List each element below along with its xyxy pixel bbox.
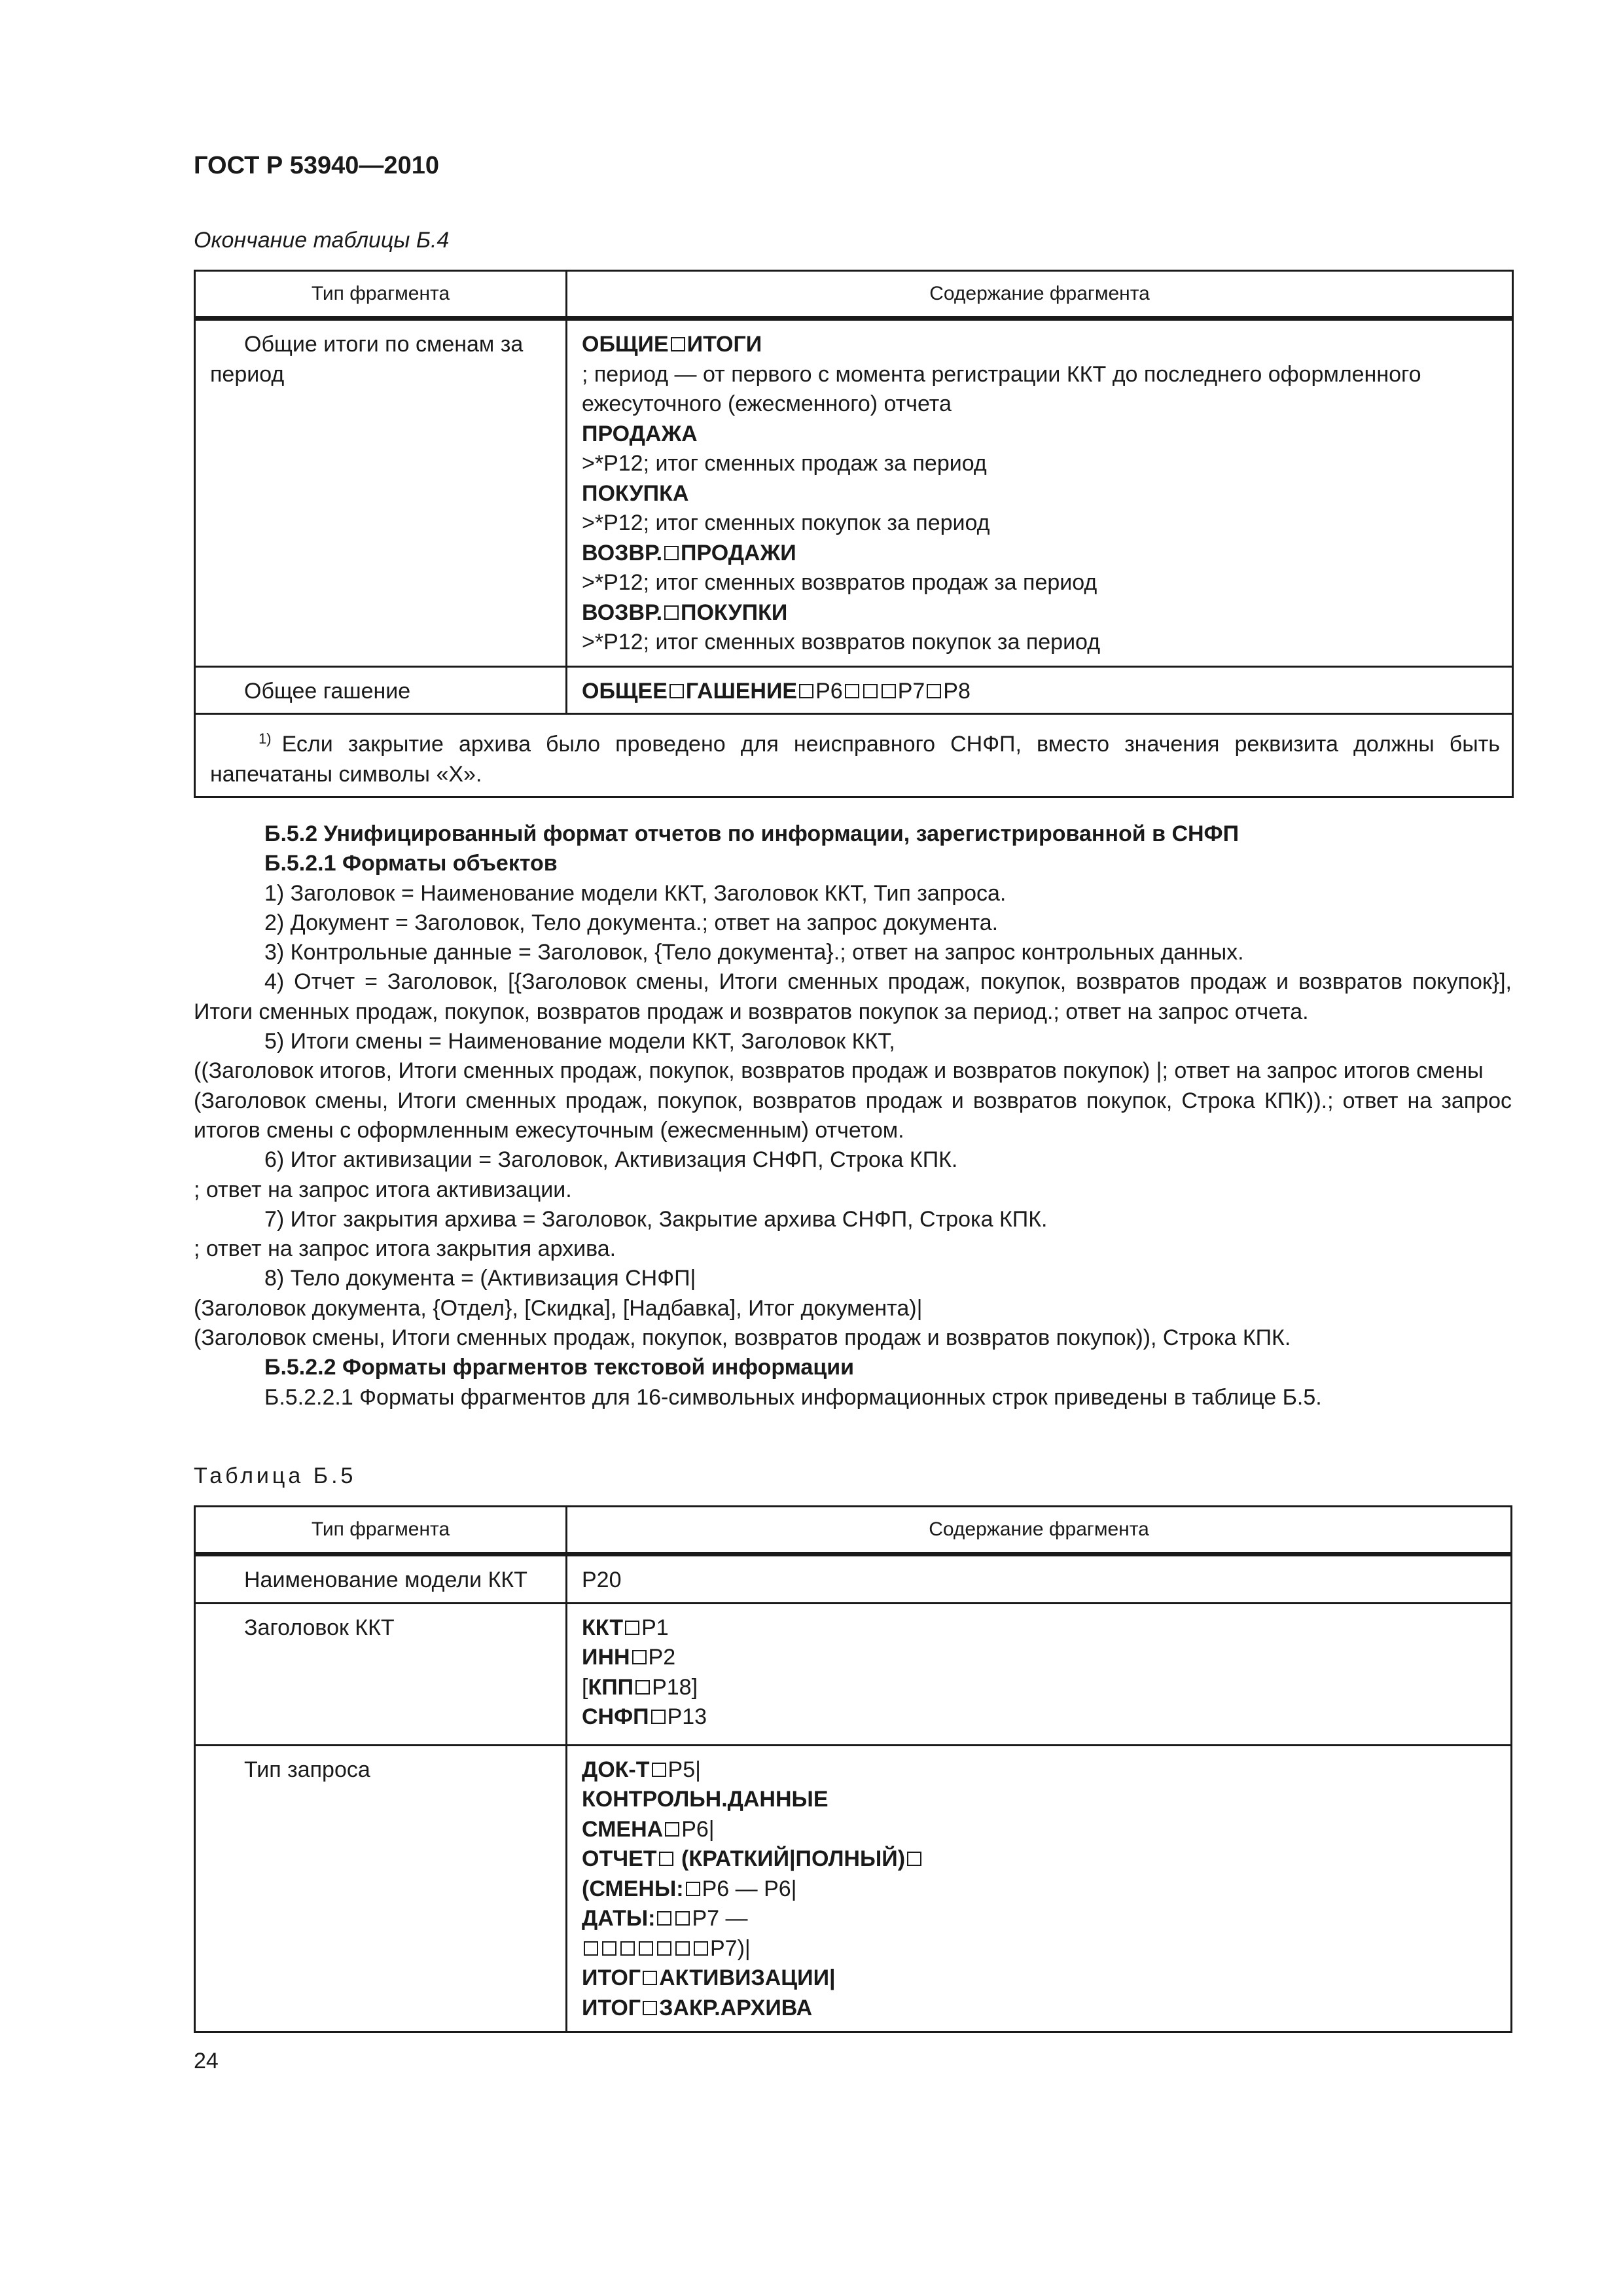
paragraph: 8) Тело документа = (Активизация СНФП| [264,1266,696,1291]
placeholder-square [632,1650,647,1664]
placeholder-square [659,1852,673,1866]
placeholder-square [669,684,684,698]
table-b4-col-content: Содержание фрагмента [567,271,1513,319]
section-b-5-2 [194,819,1512,1412]
fragment-part: Р18] [652,1674,698,1700]
placeholder-square [651,1710,666,1724]
placeholder-square [845,684,859,698]
fragment-type-cell: Наименование модели ККТ [195,1554,567,1604]
fragment-line: >*Р12; итог сменных возвратов покупок за период [582,630,1101,655]
fragment-content-cell [567,319,1513,667]
fragment-line: ВОЗВР. ПОКУПКИ [582,600,788,625]
fragment-line: ВОЗВР. ПРОДАЖИ [582,540,796,565]
fragment-line: КОНТРОЛЬН.ДАННЫЕ [582,1787,829,1812]
fragment-content-cell [567,1554,1512,1604]
fragment-line [582,1643,1499,1673]
fragment-part: СНФП [582,1704,668,1729]
paragraph: ; ответ на запрос итога закрытия архива. [194,1236,616,1262]
fragment-line [582,1702,1499,1732]
fragment-line [582,1613,1499,1643]
fragment-part: СМЕНА [582,1817,681,1842]
fragment-line: Р20 [582,1568,622,1592]
section-heading: Б.5.2 Унифицированный формат отчетов по информации, зарегистрированной в СНФП [264,821,1240,846]
placeholder-square [863,684,878,698]
table-b4 [194,270,1514,798]
fragment-content-cell [567,1603,1512,1745]
fragment-line: ИТОГ АКТИВИЗАЦИИ| [582,1965,836,1990]
paragraph: ((Заголовок итогов, Итоги сменных продаж, покупок, возвратов продаж и возвратов покупок) |; ответ на запрос итогов смены [194,1058,1484,1084]
table-b4-col-type: Тип фрагмента [195,271,567,319]
placeholder-square [639,1941,653,1956]
fragment-part: Р6 Р7 Р8 [797,679,971,704]
paragraph: 1) Заголовок = Наименование модели ККТ, Заголовок ККТ, Тип запроса. [264,880,1007,906]
fragment-type-cell: Тип запроса [195,1745,567,2032]
fragment-line: ОБЩИЕ ИТОГИ [582,332,762,357]
fragment-part: (СМЕНЫ: [582,1876,702,1901]
fragment-line [582,677,1500,707]
fragment-line [582,1815,1499,1845]
placeholder-square [657,1911,671,1926]
fragment-part: Р7 — [692,1906,748,1931]
fragment-part: Р13 [667,1704,707,1729]
paragraph: ; ответ на запрос итога активизации. [194,1177,572,1202]
fragment-part: ДОК-Т [582,1757,668,1782]
paragraph: Б.5.2.2.1 Форматы фрагментов для 16-символьных информационных строк приведены в таблице Б.5. [264,1384,1322,1410]
placeholder-square [584,1941,598,1956]
fragment-part: Р6 — Р6| [702,1876,797,1901]
table-b4-footnote [195,714,1513,797]
fragment-line: Р7)| [582,1934,1499,1964]
table-b4-footnote-row [195,714,1513,797]
paragraph: (Заголовок смены, Итоги сменных продаж, покупок, возвратов продаж и возвратов покупок, Строка КПК)).; ответ на запрос итогов смены с оформленным ежесуточным (ежесменным) отчетом. [194,1088,1512,1143]
placeholder-square [675,1941,690,1956]
fragment-line: ИТОГ ЗАКР.АРХИВА [582,1995,813,2020]
table-row [195,1603,1512,1745]
table-b5-col-type: Тип фрагмента [195,1507,567,1554]
document-header: ГОСТ Р 53940—2010 [194,152,439,179]
fragment-line [582,1904,1499,1934]
table-row [195,319,1513,667]
paragraph: 4) Отчет = Заголовок, [{Заголовок смены, Итоги сменных продаж, покупок, возвратов продаж и возвратов покупок}], Итоги сменных продаж, покупок, возвратов продаж и возвратов покупок за период.; ответ на запрос отчета. [194,969,1512,1024]
paragraph: 3) Контрольные данные = Заголовок, {Тело документа}.; ответ на запрос контрольных данных. [264,940,1244,965]
table-row [195,1554,1512,1604]
placeholder-square [625,1621,639,1635]
fragment-content-cell [567,1745,1512,2032]
fragment-line: ПОКУПКА [582,480,689,506]
fragment-part: Р1 [641,1615,669,1640]
fragment-part: ДАТЫ: [582,1906,692,1931]
fragment-type-cell: Общие итоги по сменам за период [195,319,567,667]
fragment-part: ОБЩЕЕ ГАШЕНИЕ [582,678,798,704]
fragment-line: >*Р12; итог сменных покупок за период [582,511,990,535]
placeholder-square [635,1680,650,1695]
fragment-line [582,1755,1499,1785]
fragment-part: КПП [588,1675,652,1700]
section-heading: Б.5.2.2 Форматы фрагментов текстовой информации [264,1355,855,1380]
paragraph: 2) Документ = Заголовок, Тело документа.; ответ на запрос документа. [264,910,999,935]
table-b5-header-row [195,1507,1512,1554]
placeholder-square [643,1971,657,1985]
fragment-line: ПРОДАЖА [582,421,698,446]
fragment-part: ИНН [582,1645,649,1670]
placeholder-square [694,1941,708,1956]
table-b4-continuation-label: Окончание таблицы Б.4 [194,228,450,253]
placeholder-square [643,2001,657,2015]
paragraph: (Заголовок смены, Итоги сменных продаж, покупок, возвратов продаж и возвратов покупок)), Строка КПК. [194,1325,1291,1351]
fragment-type-cell: Общее гашение [195,666,567,714]
placeholder-square [671,337,685,351]
placeholder-square [620,1941,635,1956]
fragment-part: Р6| [681,1816,715,1842]
fragment-line [582,1673,1499,1703]
fragment-part: Р2 [648,1645,676,1670]
section-heading: Б.5.2.1 Форматы объектов [264,851,558,876]
page-number: 24 [194,2049,219,2073]
placeholder-square [882,684,896,698]
footnote-text: Если закрытие архива было проведено для неисправного СНФП, вместо значения реквизита должны быть напечатаны символы «Х». [210,732,1500,787]
fragment-part: Р5| [668,1757,701,1782]
placeholder-square [664,546,679,560]
fragment-line: >*Р12; итог сменных продаж за период [582,451,987,476]
paragraph: 6) Итог активизации = Заголовок, Активизация СНФП, Строка КПК. [264,1147,958,1173]
fragment-line [582,1874,1499,1905]
paragraph: 7) Итог закрытия архива = Заголовок, Закрытие архива СНФП, Строка КПК. [264,1206,1048,1232]
placeholder-square [664,605,679,620]
table-row [195,666,1513,714]
placeholder-square [602,1941,616,1956]
fragment-part: ККТ [582,1615,641,1640]
table-b5-col-content: Содержание фрагмента [567,1507,1512,1554]
placeholder-square [652,1763,666,1777]
fragment-type-cell: Заголовок ККТ [195,1603,567,1745]
fragment-part: [ [582,1674,588,1700]
placeholder-square [675,1911,690,1926]
fragment-line: >*Р12; итог сменных возвратов продаж за период [582,570,1097,595]
table-b4-header-row [195,271,1513,319]
placeholder-square [657,1941,671,1956]
placeholder-square [907,1852,921,1866]
placeholder-square [927,684,941,698]
table-b5-label: Таблица Б.5 [194,1463,357,1488]
fragment-line: ; период — от первого с момента регистрации ККТ до последнего оформленного ежесуточного (ежесменного) отчета [582,361,1421,416]
fragment-line: ОТЧЕТ (КРАТКИЙ|ПОЛНЫЙ) [582,1844,1499,1874]
footnote-mark: 1) [259,730,272,747]
placeholder-square [665,1822,679,1837]
table-b5 [194,1505,1512,2033]
table-row [195,1745,1512,2032]
placeholder-square [799,684,813,698]
placeholder-square [686,1882,700,1896]
fragment-content-cell [567,666,1513,714]
paragraph: 5) Итоги смены = Наименование модели ККТ, Заголовок ККТ, [264,1029,895,1054]
paragraph: (Заголовок документа, {Отдел}, [Скидка], [Надбавка], Итог документа)| [194,1295,923,1321]
